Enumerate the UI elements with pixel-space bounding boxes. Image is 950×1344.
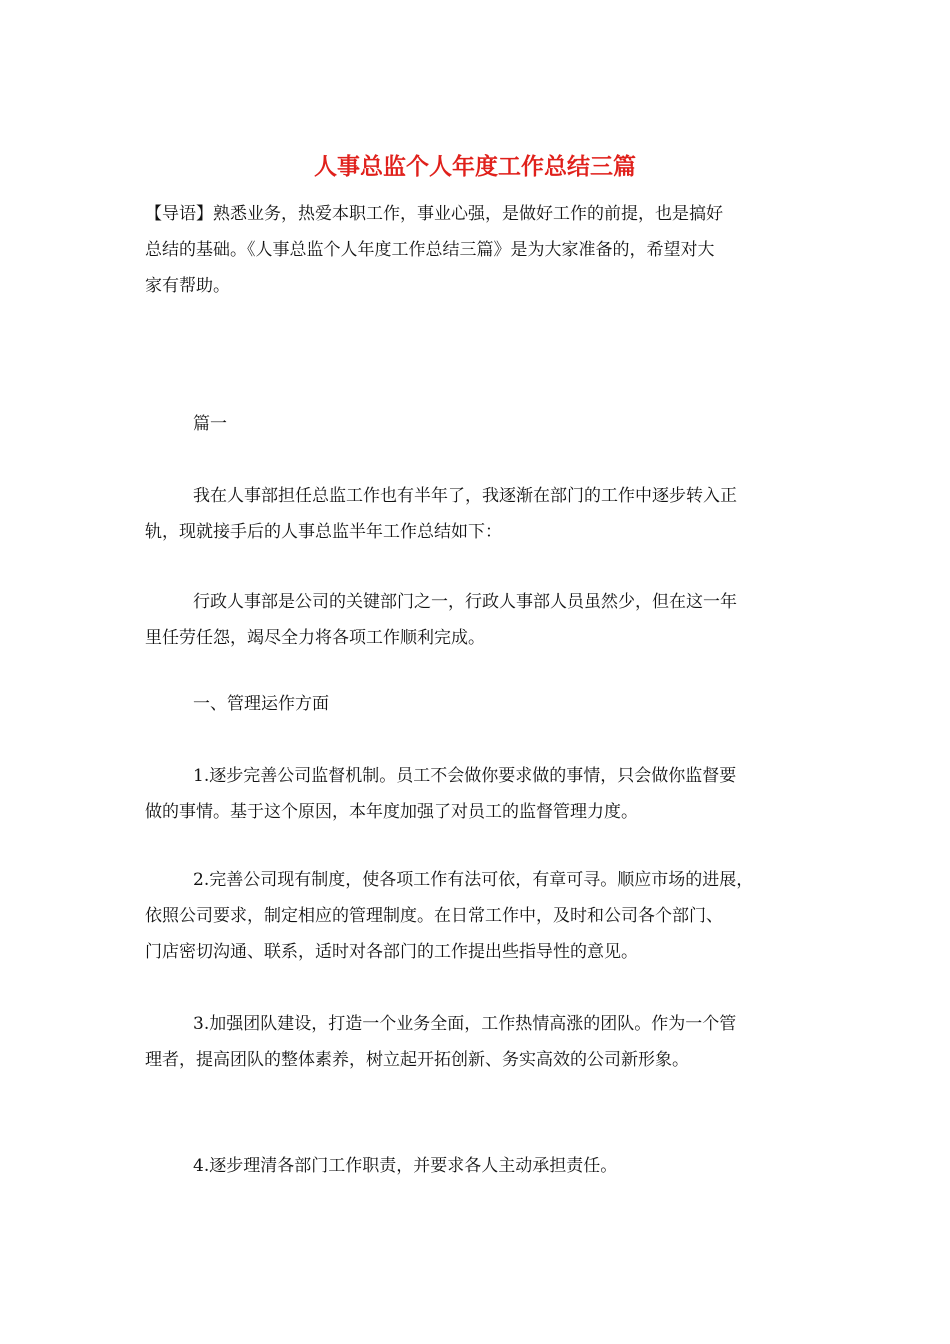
paragraph-line: 门店密切沟通、联系，适时对各部门的工作提出些指导性的意见。 (145, 942, 638, 962)
paragraph-line: 依照公司要求，制定相应的管理制度。在日常工作中，及时和公司各个部门、 (145, 906, 723, 926)
paragraph-line: 行政人事部是公司的关键部门之一，行政人事部人员虽然少，但在这一年 (193, 592, 737, 612)
paragraph-line: 3.加强团队建设，打造一个业务全面，工作热情高涨的团队。作为一个管 (193, 1014, 737, 1034)
paragraph-line: 我在人事部担任总监工作也有半年了，我逐渐在部门的工作中逐步转入正 (193, 486, 737, 506)
paragraph-line: 轨，现就接手后的人事总监半年工作总结如下： (145, 522, 502, 542)
intro-line: 【导语】熟悉业务，热爱本职工作，事业心强，是做好工作的前提，也是搞好 (145, 204, 723, 224)
paragraph-line: 一、管理运作方面 (193, 694, 329, 714)
paragraph-item-1 (145, 758, 810, 830)
paragraph-item-4 (145, 1148, 810, 1184)
intro-line: 家有帮助。 (145, 276, 230, 296)
section-heading-pian1 (145, 406, 810, 442)
paragraph-item-2 (145, 862, 810, 970)
paragraph-intro-work (145, 478, 810, 550)
paragraph-line: 1.逐步完善公司监督机制。员工不会做你要求做的事情，只会做你监督要 (193, 766, 737, 786)
subheading-management (145, 686, 810, 722)
document-title: 人事总监个人年度工作总结三篇 (314, 153, 636, 180)
paragraph-line: 理者，提高团队的整体素养，树立起开拓创新、务实高效的公司新形象。 (145, 1050, 689, 1070)
paragraph-item-3 (145, 1006, 810, 1078)
paragraph-department (145, 584, 810, 656)
paragraph-line: 4.逐步理清各部门工作职责，并要求各人主动承担责任。 (193, 1156, 618, 1176)
intro-line: 总结的基础。《人事总监个人年度工作总结三篇》是为大家准备的，希望对大 (145, 240, 715, 260)
section-label: 篇一 (193, 414, 227, 434)
paragraph-line: 做的事情。基于这个原因，本年度加强了对员工的监督管理力度。 (145, 802, 638, 822)
paragraph-line: 里任劳任怨，竭尽全力将各项工作顺利完成。 (145, 628, 485, 648)
intro-paragraph (145, 196, 810, 304)
paragraph-line: 2.完善公司现有制度，使各项工作有法可依，有章可寻。顺应市场的进展， (193, 870, 754, 890)
